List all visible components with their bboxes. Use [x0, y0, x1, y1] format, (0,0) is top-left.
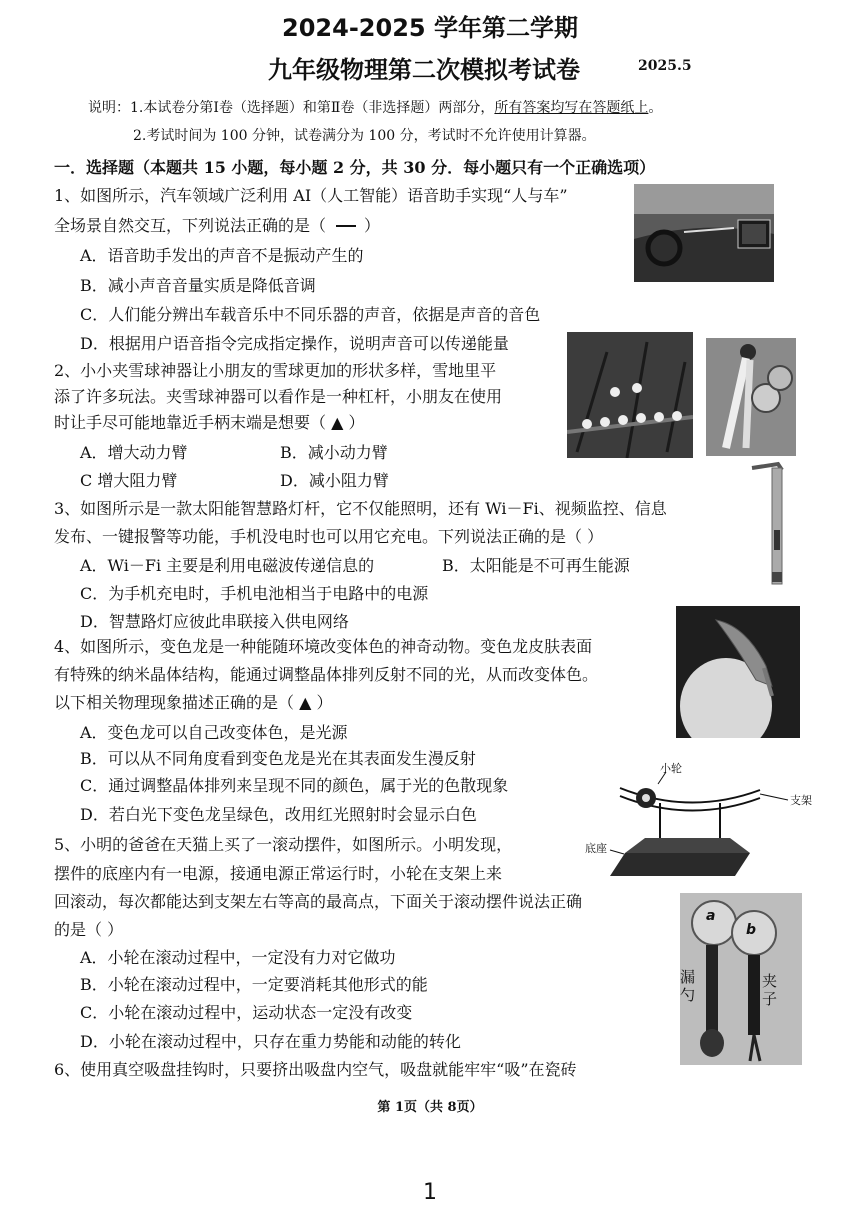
label-funnel-spoon: 漏勺: [680, 968, 696, 1004]
instruction-2: 2.考试时间为 100 分钟，试卷满分为 100 分，考试时不允许使用计算器。: [133, 128, 596, 144]
q4-option-b: B．可以从不同角度看到变色龙是光在其表面发生漫反射: [80, 749, 476, 768]
label-clip: 夹子: [762, 972, 778, 1008]
q2-stem-line3: 时让手尽可能地靠近手柄末端是想要（ ▲ ）: [54, 413, 365, 432]
snowball-clamp-image: [706, 338, 796, 456]
q2-stem-line2: 添了许多玩法。夹雪球神器可以看作是一种杠杆，小朋友在使用: [54, 387, 503, 406]
q5-option-b: B．小轮在滚动过程中，一定要消耗其他形式的能: [80, 975, 428, 994]
exam-date: 2025.5: [638, 58, 692, 74]
q2-option-a: A．增大动力臂: [80, 443, 188, 462]
q3-stem-line1: 3、如图所示是一款太阳能智慧路灯杆，它不仅能照明，还有 Wi－Fi、视频监控、信息: [54, 499, 667, 518]
label-base: 底座: [585, 842, 607, 855]
q5-option-d: D．小轮在滚动过程中，只存在重力势能和动能的转化: [80, 1032, 461, 1051]
snowball-row-image: [567, 332, 693, 458]
page-number: 1: [423, 1180, 437, 1205]
q6-stem-line1: 6、使用真空吸盘挂钩时，只要挤出吸盘内空气，吸盘就能牢牢“吸”在瓷砖: [54, 1060, 577, 1079]
smart-streetlamp-image: [748, 460, 808, 588]
q4-option-a: A．变色龙可以自己改变体色，是光源: [80, 723, 348, 742]
q5-option-c: C．小轮在滚动过程中，运动状态一定没有改变: [80, 1003, 413, 1022]
q5-stem-line1: 5、小明的爸爸在天猫上买了一滚动摆件，如图所示。小明发现，: [54, 835, 513, 854]
q5-stem-line2: 摆件的底座内有一电源，接通电源正常运行时，小轮在支架上来: [54, 864, 503, 883]
q2-option-b: B．减小动力臂: [280, 443, 388, 462]
q1-stem-line1: 1、如图所示，汽车领域广泛利用 AI（人工智能）语音助手实现“人与车”: [54, 186, 568, 205]
instruction-1: 说明：1.本试卷分第Ⅰ卷（选择题）和第Ⅱ卷（非选择题）两部分，所有答案均写在答题纸上。: [88, 100, 663, 116]
q4-stem-line2: 有特殊的纳米晶体结构，能通过调整晶体排列反射不同的光，从而改变体色。: [54, 665, 599, 684]
car-dashboard-image: [634, 184, 774, 282]
q4-stem-line3: 以下相关物理现象描述正确的是（ ▲ ）: [54, 693, 333, 712]
rolling-ornament-diagram: [580, 758, 820, 878]
q2-stem-line1: 2、小小夹雪球神器让小朋友的雪球更加的形状多样，雪地里平: [54, 361, 497, 380]
exam-term-title: 2024-2025 学年第二学期: [282, 14, 578, 42]
q3-stem-line2: 发布、一键报警等功能，手机没电时也可以用它充电。下列说法正确的是（ ）: [54, 527, 604, 546]
q4-option-c: C．通过调整晶体排列来呈现不同的颜色，属于光的色散现象: [80, 776, 509, 795]
q5-option-a: A．小轮在滚动过程中，一定没有力对它做功: [80, 948, 396, 967]
instruction-emphasis: 所有答案均写在答题纸上: [494, 100, 649, 116]
suction-hooks-image: [680, 893, 802, 1065]
q5-stem-line3: 回滚动，每次都能达到支架左右等高的最高点，下面关于滚动摆件说法正确: [54, 892, 583, 911]
label-hook-b: b: [746, 922, 757, 938]
section-title: 一．选择题（本题共 15 小题，每小题 2 分，共 30 分．每小题只有一个正确选项）: [54, 158, 656, 177]
q1-option-b: B．减小声音音量实质是降低音调: [80, 276, 316, 295]
q5-stem-line4: 的是（ ）: [54, 920, 124, 939]
label-stand: 支架: [790, 794, 812, 807]
q3-option-c: C．为手机充电时，手机电池相当于电路中的电源: [80, 584, 429, 603]
q3-option-b: B．太阳能是不可再生能源: [442, 556, 630, 575]
label-wheel: 小轮: [660, 762, 682, 775]
page-info: 第 1页（共 8页）: [377, 1100, 483, 1115]
q1-option-c: C．人们能分辨出车载音乐中不同乐器的声音，依据是声音的音色: [80, 305, 541, 324]
q4-option-d: D．若白光下变色龙呈绿色，改用红光照射时会显示白色: [80, 805, 477, 824]
q2-option-c: C 增大阻力臂: [80, 471, 178, 490]
q1-option-a: A．语音助手发出的声音不是振动产生的: [80, 246, 364, 265]
q3-option-d: D．智慧路灯应彼此串联接入供电网络: [80, 612, 349, 631]
q2-option-d: D．减小阻力臂: [280, 471, 389, 490]
chameleon-image: [676, 606, 800, 738]
q3-option-a: A．Wi－Fi 主要是利用电磁波传递信息的: [80, 556, 375, 575]
exam-title: 九年级物理第二次模拟考试卷: [268, 56, 580, 84]
label-hook-a: a: [706, 908, 716, 924]
q1-stem-line2: 全场景自然交互，下列说法正确的是（ ）: [54, 216, 381, 235]
q4-stem-line1: 4、如图所示，变色龙是一种能随环境改变体色的神奇动物。变色龙皮肤表面: [54, 637, 593, 656]
q1-option-d: D．根据用户语音指令完成指定操作，说明声音可以传递能量: [80, 334, 509, 353]
